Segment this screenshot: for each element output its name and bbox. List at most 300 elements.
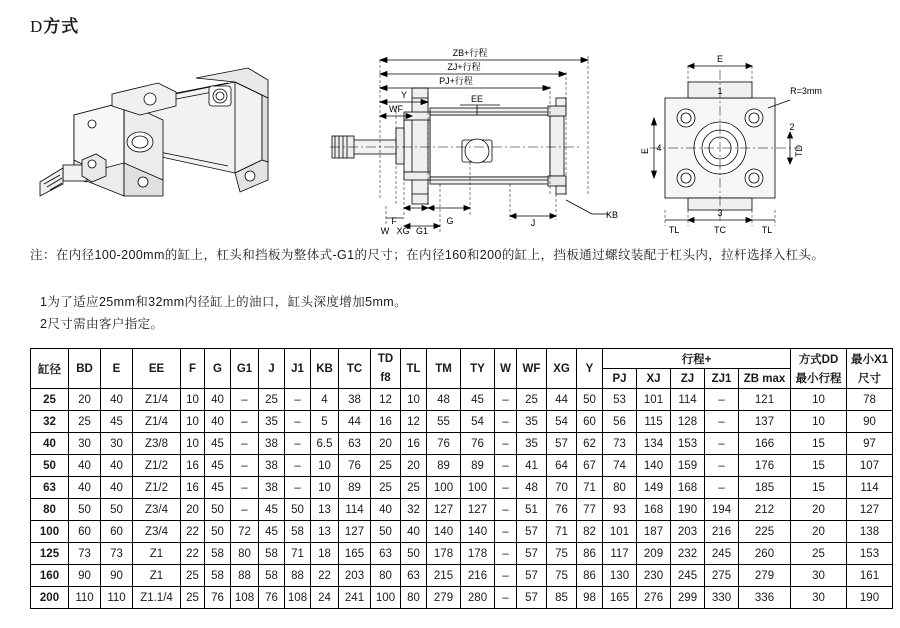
cell-xj: 187: [637, 521, 671, 543]
cell-dd: 10: [791, 411, 847, 433]
col-zj1: ZJ1: [705, 369, 739, 389]
cell-tl: 40: [401, 521, 427, 543]
col-e: E: [101, 349, 133, 389]
cell-wf: 35: [517, 411, 547, 433]
cell-xg: 54: [547, 411, 577, 433]
cell-ee: Z1.1/4: [133, 587, 181, 609]
cell-ee: Z1: [133, 565, 181, 587]
cell-g: 40: [205, 389, 231, 411]
cell-g1: –: [231, 389, 259, 411]
cell-pj: 73: [603, 433, 637, 455]
cell-bd: 50: [69, 499, 101, 521]
col-tc: TC: [339, 349, 371, 389]
cell-g: 50: [205, 521, 231, 543]
cell-y: 67: [577, 455, 603, 477]
cell-g1: –: [231, 477, 259, 499]
cell-kb: 10: [311, 477, 339, 499]
cell-xg: 57: [547, 433, 577, 455]
cell-zj: 190: [671, 499, 705, 521]
cell-j1: –: [285, 389, 311, 411]
cell-kb: 13: [311, 521, 339, 543]
dim-label-j: J: [530, 218, 536, 228]
dim-label-f: F: [391, 216, 397, 226]
table-row: [31, 565, 893, 587]
dim-label-wf: WF: [389, 104, 403, 114]
col-bore: 缸径: [31, 349, 69, 389]
cell-kb: 24: [311, 587, 339, 609]
cell-ty: 89: [461, 455, 495, 477]
cell-x1: 114: [847, 477, 893, 499]
dim-label-xg: XG: [396, 226, 410, 235]
cell-pj: 56: [603, 411, 637, 433]
cell-tl: 25: [401, 477, 427, 499]
cell-w: –: [495, 433, 517, 455]
cell-td: 16: [371, 411, 401, 433]
cell-zj: 128: [671, 411, 705, 433]
cell-wf: 57: [517, 543, 547, 565]
cell-g: 45: [205, 433, 231, 455]
cell-j: 25: [259, 389, 285, 411]
col-wf: WF: [517, 349, 547, 389]
cell-tc: 89: [339, 477, 371, 499]
cell-pj: 93: [603, 499, 637, 521]
cell-tl: 20: [401, 455, 427, 477]
cell-ee: Z3/8: [133, 433, 181, 455]
cell-f: 10: [181, 411, 205, 433]
cell-f: 10: [181, 433, 205, 455]
cell-bore: 100: [31, 521, 69, 543]
table-row: [31, 411, 893, 433]
cell-tl: 16: [401, 433, 427, 455]
table-row: [31, 587, 893, 609]
table-body: [31, 389, 893, 609]
cell-e: 45: [101, 411, 133, 433]
cell-y: 62: [577, 433, 603, 455]
dim-label-4: 4: [656, 143, 662, 153]
cell-kb: 13: [311, 499, 339, 521]
cell-xg: 76: [547, 499, 577, 521]
dim-label-tc: TC: [714, 225, 726, 235]
cell-tc: 63: [339, 433, 371, 455]
cell-zj1: –: [705, 477, 739, 499]
cell-tl: 10: [401, 389, 427, 411]
cell-y: 50: [577, 389, 603, 411]
cell-tc: 76: [339, 455, 371, 477]
dim-label-g1: G1: [415, 226, 429, 235]
cell-j: 35: [259, 411, 285, 433]
cell-dd: 15: [791, 477, 847, 499]
cell-tc: 203: [339, 565, 371, 587]
cell-zj: 299: [671, 587, 705, 609]
cell-f: 10: [181, 389, 205, 411]
cell-zj1: –: [705, 455, 739, 477]
dim-label-r: R=3mm: [790, 86, 822, 96]
col-j: J: [259, 349, 285, 389]
cell-pj: 130: [603, 565, 637, 587]
drawings-svg: [0, 20, 900, 235]
cell-tm: 76: [427, 433, 461, 455]
table-row: [31, 543, 893, 565]
col-pj: PJ: [603, 369, 637, 389]
cell-kb: 4: [311, 389, 339, 411]
cell-zj1: –: [705, 433, 739, 455]
cell-g1: –: [231, 433, 259, 455]
cell-bore: 200: [31, 587, 69, 609]
technical-drawings: [0, 20, 900, 235]
cell-xj: 230: [637, 565, 671, 587]
cell-zj1: 194: [705, 499, 739, 521]
dim-label-tl-right: TL: [761, 225, 773, 235]
cell-kb: 22: [311, 565, 339, 587]
cell-dd: 25: [791, 543, 847, 565]
cell-bd: 40: [69, 477, 101, 499]
cell-wf: 57: [517, 521, 547, 543]
dim-label-g: G: [446, 216, 454, 226]
col-x1: 最小X1: [847, 349, 893, 369]
cell-e: 90: [101, 565, 133, 587]
dim-label-e-left: E: [640, 147, 650, 155]
cell-td: 20: [371, 433, 401, 455]
cell-zj: 153: [671, 433, 705, 455]
cell-e: 40: [101, 455, 133, 477]
cell-bd: 73: [69, 543, 101, 565]
cell-j: 45: [259, 499, 285, 521]
cell-bore: 40: [31, 433, 69, 455]
cell-dd: 15: [791, 433, 847, 455]
cell-ee: Z1: [133, 543, 181, 565]
cell-xj: 115: [637, 411, 671, 433]
page-title-letter: D: [30, 17, 44, 36]
dim-label-zj: ZJ+行程: [447, 62, 481, 72]
cell-y: 77: [577, 499, 603, 521]
cell-xg: 75: [547, 543, 577, 565]
cell-g1: 108: [231, 587, 259, 609]
cell-y: 71: [577, 477, 603, 499]
cell-kb: 10: [311, 455, 339, 477]
cell-bore: 125: [31, 543, 69, 565]
col-zj: ZJ: [671, 369, 705, 389]
col-g1: G1: [231, 349, 259, 389]
cell-y: 98: [577, 587, 603, 609]
cell-y: 86: [577, 565, 603, 587]
cell-bd: 40: [69, 455, 101, 477]
cell-ty: 140: [461, 521, 495, 543]
cell-xj: 168: [637, 499, 671, 521]
cell-td: 40: [371, 499, 401, 521]
cell-x1: 161: [847, 565, 893, 587]
col-bd: BD: [69, 349, 101, 389]
cell-x1: 78: [847, 389, 893, 411]
cell-dd: 30: [791, 587, 847, 609]
col-ee: EE: [133, 349, 181, 389]
cell-xg: 70: [547, 477, 577, 499]
note-line-1: 1为了适应25mm和32mm内径缸上的油口，缸头深度增加5mm。: [40, 295, 407, 309]
cell-j: 38: [259, 433, 285, 455]
cell-td: 80: [371, 565, 401, 587]
col-j1: J1: [285, 349, 311, 389]
cell-zj: 159: [671, 455, 705, 477]
cell-tc: 165: [339, 543, 371, 565]
cell-x1: 153: [847, 543, 893, 565]
cell-zj: 168: [671, 477, 705, 499]
cell-bore: 160: [31, 565, 69, 587]
cell-zbmax: 176: [739, 455, 791, 477]
cell-e: 50: [101, 499, 133, 521]
table-row: [31, 499, 893, 521]
cell-dd: 10: [791, 389, 847, 411]
cell-j1: –: [285, 477, 311, 499]
cell-tl: 32: [401, 499, 427, 521]
cell-g: 50: [205, 499, 231, 521]
cell-f: 16: [181, 477, 205, 499]
cell-bore: 63: [31, 477, 69, 499]
col-y: Y: [577, 349, 603, 389]
cell-zbmax: 279: [739, 565, 791, 587]
cell-pj: 80: [603, 477, 637, 499]
cell-bore: 32: [31, 411, 69, 433]
dim-label-ee: EE: [470, 94, 484, 104]
col-x1-sub: 尺寸: [847, 369, 893, 389]
cell-ee: Z1/2: [133, 477, 181, 499]
cell-tm: 89: [427, 455, 461, 477]
cell-bore: 25: [31, 389, 69, 411]
cell-bd: 90: [69, 565, 101, 587]
cell-y: 82: [577, 521, 603, 543]
table-header-row-1: [31, 349, 893, 369]
col-tm: TM: [427, 349, 461, 389]
cell-x1: 138: [847, 521, 893, 543]
cell-j1: 71: [285, 543, 311, 565]
cell-zbmax: 185: [739, 477, 791, 499]
cell-y: 86: [577, 543, 603, 565]
table-row: [31, 389, 893, 411]
cell-ty: 280: [461, 587, 495, 609]
cell-xj: 209: [637, 543, 671, 565]
cell-xj: 276: [637, 587, 671, 609]
cell-xg: 85: [547, 587, 577, 609]
cell-td: 50: [371, 521, 401, 543]
cell-e: 60: [101, 521, 133, 543]
cell-j: 58: [259, 543, 285, 565]
cylinder-front-view: [650, 64, 800, 227]
cell-zj1: –: [705, 389, 739, 411]
cell-w: –: [495, 455, 517, 477]
cell-j: 76: [259, 587, 285, 609]
cell-f: 25: [181, 587, 205, 609]
cell-kb: 18: [311, 543, 339, 565]
cell-f: 22: [181, 543, 205, 565]
cell-tl: 63: [401, 565, 427, 587]
cell-j1: 50: [285, 499, 311, 521]
cell-ee: Z3/4: [133, 499, 181, 521]
note-main: 注：在内径100-200mm的缸上，杠头和挡板为整体式-G1的尺寸；在内径160和200的缸上，挡板通过螺纹装配于杠头内，拉杆选择入杠头。: [30, 248, 825, 262]
cell-w: –: [495, 521, 517, 543]
cell-ty: 178: [461, 543, 495, 565]
col-td: TD: [371, 349, 401, 369]
cell-td: 12: [371, 389, 401, 411]
cell-g: 45: [205, 477, 231, 499]
col-g: G: [205, 349, 231, 389]
cell-tm: 215: [427, 565, 461, 587]
col-td-sub: f8: [371, 369, 401, 389]
cell-bd: 20: [69, 389, 101, 411]
cell-pj: 117: [603, 543, 637, 565]
cell-j: 38: [259, 477, 285, 499]
cell-tc: 44: [339, 411, 371, 433]
cell-g: 58: [205, 565, 231, 587]
table-row: [31, 433, 893, 455]
col-dd-sub: 最小行程: [791, 369, 847, 389]
table-row: [31, 521, 893, 543]
dim-label-e-top: E: [716, 54, 724, 64]
col-kb: KB: [311, 349, 339, 389]
cell-tm: 100: [427, 477, 461, 499]
cell-tl: 12: [401, 411, 427, 433]
dim-label-w: W: [380, 226, 390, 235]
cell-g1: 72: [231, 521, 259, 543]
cell-f: 16: [181, 455, 205, 477]
cell-tc: 114: [339, 499, 371, 521]
cell-w: –: [495, 565, 517, 587]
cell-f: 25: [181, 565, 205, 587]
cell-ty: 127: [461, 499, 495, 521]
cell-x1: 127: [847, 499, 893, 521]
col-w: W: [495, 349, 517, 389]
note-line-2: 2尺寸需由客户指定。: [40, 317, 164, 331]
cell-bd: 60: [69, 521, 101, 543]
dim-label-tl-left: TL: [668, 225, 680, 235]
cell-kb: 5: [311, 411, 339, 433]
cell-ee: Z1/4: [133, 411, 181, 433]
cell-j1: 88: [285, 565, 311, 587]
cell-tm: 55: [427, 411, 461, 433]
cell-j1: –: [285, 411, 311, 433]
cell-j: 38: [259, 455, 285, 477]
cell-kb: 6.5: [311, 433, 339, 455]
cell-tl: 50: [401, 543, 427, 565]
cell-xj: 101: [637, 389, 671, 411]
cell-wf: 41: [517, 455, 547, 477]
cell-zbmax: 336: [739, 587, 791, 609]
cell-zbmax: 260: [739, 543, 791, 565]
cell-td: 63: [371, 543, 401, 565]
cell-xj: 134: [637, 433, 671, 455]
col-xj: XJ: [637, 369, 671, 389]
cell-g: 58: [205, 543, 231, 565]
cell-tm: 48: [427, 389, 461, 411]
cell-pj: 53: [603, 389, 637, 411]
cell-j1: –: [285, 455, 311, 477]
cell-w: –: [495, 477, 517, 499]
cell-tc: 127: [339, 521, 371, 543]
cell-j1: –: [285, 433, 311, 455]
cell-ty: 54: [461, 411, 495, 433]
cell-zbmax: 225: [739, 521, 791, 543]
cell-wf: 48: [517, 477, 547, 499]
cell-wf: 57: [517, 587, 547, 609]
cell-zj1: 245: [705, 543, 739, 565]
cell-ty: 216: [461, 565, 495, 587]
cell-x1: 97: [847, 433, 893, 455]
cell-bd: 25: [69, 411, 101, 433]
cell-x1: 90: [847, 411, 893, 433]
cell-xg: 75: [547, 565, 577, 587]
cell-g: 45: [205, 455, 231, 477]
cell-pj: 101: [603, 521, 637, 543]
dim-label-zb: ZB+行程: [452, 48, 488, 58]
cell-dd: 20: [791, 521, 847, 543]
cell-td: 100: [371, 587, 401, 609]
cell-e: 40: [101, 477, 133, 499]
cell-ee: Z3/4: [133, 521, 181, 543]
table-row: [31, 477, 893, 499]
cell-td: 25: [371, 455, 401, 477]
cell-zbmax: 121: [739, 389, 791, 411]
cell-tc: 241: [339, 587, 371, 609]
cell-xg: 44: [547, 389, 577, 411]
cell-g1: –: [231, 455, 259, 477]
cell-ty: 76: [461, 433, 495, 455]
cell-zj1: 275: [705, 565, 739, 587]
cell-w: –: [495, 389, 517, 411]
cell-wf: 57: [517, 565, 547, 587]
cell-zbmax: 212: [739, 499, 791, 521]
cell-g1: 88: [231, 565, 259, 587]
cell-pj: 74: [603, 455, 637, 477]
cell-e: 110: [101, 587, 133, 609]
cell-tm: 140: [427, 521, 461, 543]
col-zbmax: ZB max: [739, 369, 791, 389]
cell-w: –: [495, 411, 517, 433]
cell-xg: 71: [547, 521, 577, 543]
col-ty: TY: [461, 349, 495, 389]
cell-bore: 80: [31, 499, 69, 521]
cell-xj: 149: [637, 477, 671, 499]
cell-zbmax: 137: [739, 411, 791, 433]
cell-f: 22: [181, 521, 205, 543]
cell-zj1: –: [705, 411, 739, 433]
cell-w: –: [495, 587, 517, 609]
cell-x1: 190: [847, 587, 893, 609]
cell-dd: 20: [791, 499, 847, 521]
dim-label-y: Y: [400, 90, 408, 100]
dim-label-td: TD: [794, 145, 804, 157]
cell-zj: 232: [671, 543, 705, 565]
cell-xj: 140: [637, 455, 671, 477]
cell-ty: 100: [461, 477, 495, 499]
cell-td: 25: [371, 477, 401, 499]
cell-zj1: 330: [705, 587, 739, 609]
cell-w: –: [495, 499, 517, 521]
cell-bore: 50: [31, 455, 69, 477]
dim-label-1: 1: [717, 86, 723, 96]
cell-g1: 80: [231, 543, 259, 565]
cylinder-isometric-view: [40, 68, 268, 196]
cell-wf: 51: [517, 499, 547, 521]
cell-tc: 38: [339, 389, 371, 411]
page-title-text: 方式: [43, 17, 80, 36]
cell-g: 40: [205, 411, 231, 433]
cell-e: 73: [101, 543, 133, 565]
col-f: F: [181, 349, 205, 389]
col-tl: TL: [401, 349, 427, 389]
cell-pj: 165: [603, 587, 637, 609]
cell-bd: 110: [69, 587, 101, 609]
dim-label-pj: PJ+行程: [439, 76, 473, 86]
cell-ee: Z1/4: [133, 389, 181, 411]
cell-g1: –: [231, 411, 259, 433]
col-travel-group: 行程+: [603, 349, 791, 369]
